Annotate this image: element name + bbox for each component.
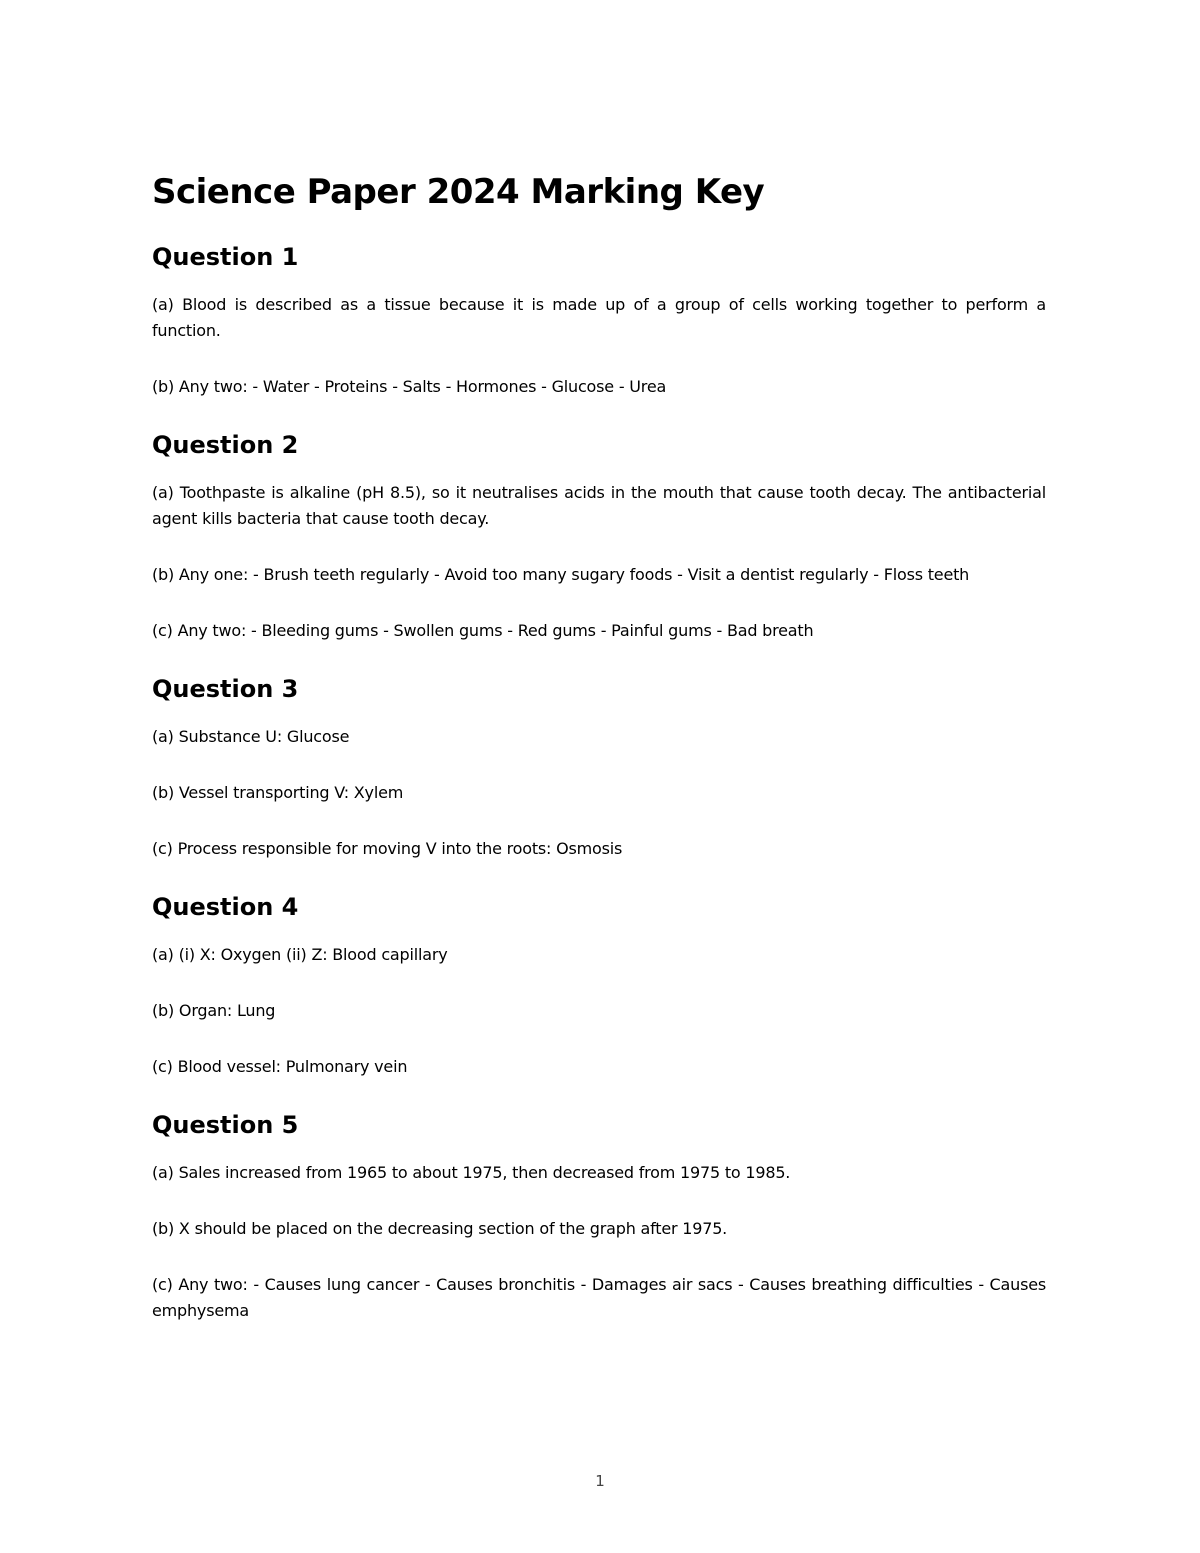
answer-1b: (b) Any two: - Water - Proteins - Salts - Hormones - Glucose - Urea: [152, 377, 667, 396]
question-heading: Question 4: [152, 893, 299, 921]
question-3-section: [152, 672, 1046, 862]
question-1-section: [152, 240, 1046, 400]
answer-2c: (c) Any two: - Bleeding gums - Swollen gums - Red gums - Painful gums - Bad breath: [152, 621, 814, 640]
question-2-section: [152, 428, 1046, 644]
answer-4b: (b) Organ: Lung: [152, 1001, 276, 1020]
document-page: [152, 168, 1046, 1352]
answer-3c: (c) Process responsible for moving V into the roots: Osmosis: [152, 839, 623, 858]
answer-4c: (c) Blood vessel: Pulmonary vein: [152, 1057, 408, 1076]
question-heading: Question 1: [152, 243, 299, 271]
question-heading: Question 5: [152, 1111, 299, 1139]
answer-3a: (a) Substance U: Glucose: [152, 727, 350, 746]
answer-1a: (a) Blood is described as a tissue because it is made up of a group of cells working together to perform a function.: [152, 295, 1046, 340]
question-5-section: [152, 1108, 1046, 1324]
question-4-section: [152, 890, 1046, 1080]
answer-5b: (b) X should be placed on the decreasing section of the graph after 1975.: [152, 1219, 728, 1238]
question-heading: Question 3: [152, 675, 299, 703]
answer-5a: (a) Sales increased from 1965 to about 1975, then decreased from 1975 to 1985.: [152, 1163, 791, 1182]
question-heading: Question 2: [152, 431, 299, 459]
document-title: Science Paper 2024 Marking Key: [152, 172, 765, 212]
answer-5c: (c) Any two: - Causes lung cancer - Causes bronchitis - Damages air sacs - Causes breathing difficulties - Causes emphysema: [152, 1275, 1046, 1320]
answer-2b: (b) Any one: - Brush teeth regularly - Avoid too many sugary foods - Visit a dentist regularly - Floss teeth: [152, 565, 970, 584]
answer-2a: (a) Toothpaste is alkaline (pH 8.5), so it neutralises acids in the mouth that cause tooth decay. The antibacterial agent kills bacteria that cause tooth decay.: [152, 483, 1046, 528]
answer-3b: (b) Vessel transporting V: Xylem: [152, 783, 404, 802]
page-number: 1: [595, 1472, 605, 1490]
answer-4a: (a) (i) X: Oxygen (ii) Z: Blood capillary: [152, 945, 448, 964]
